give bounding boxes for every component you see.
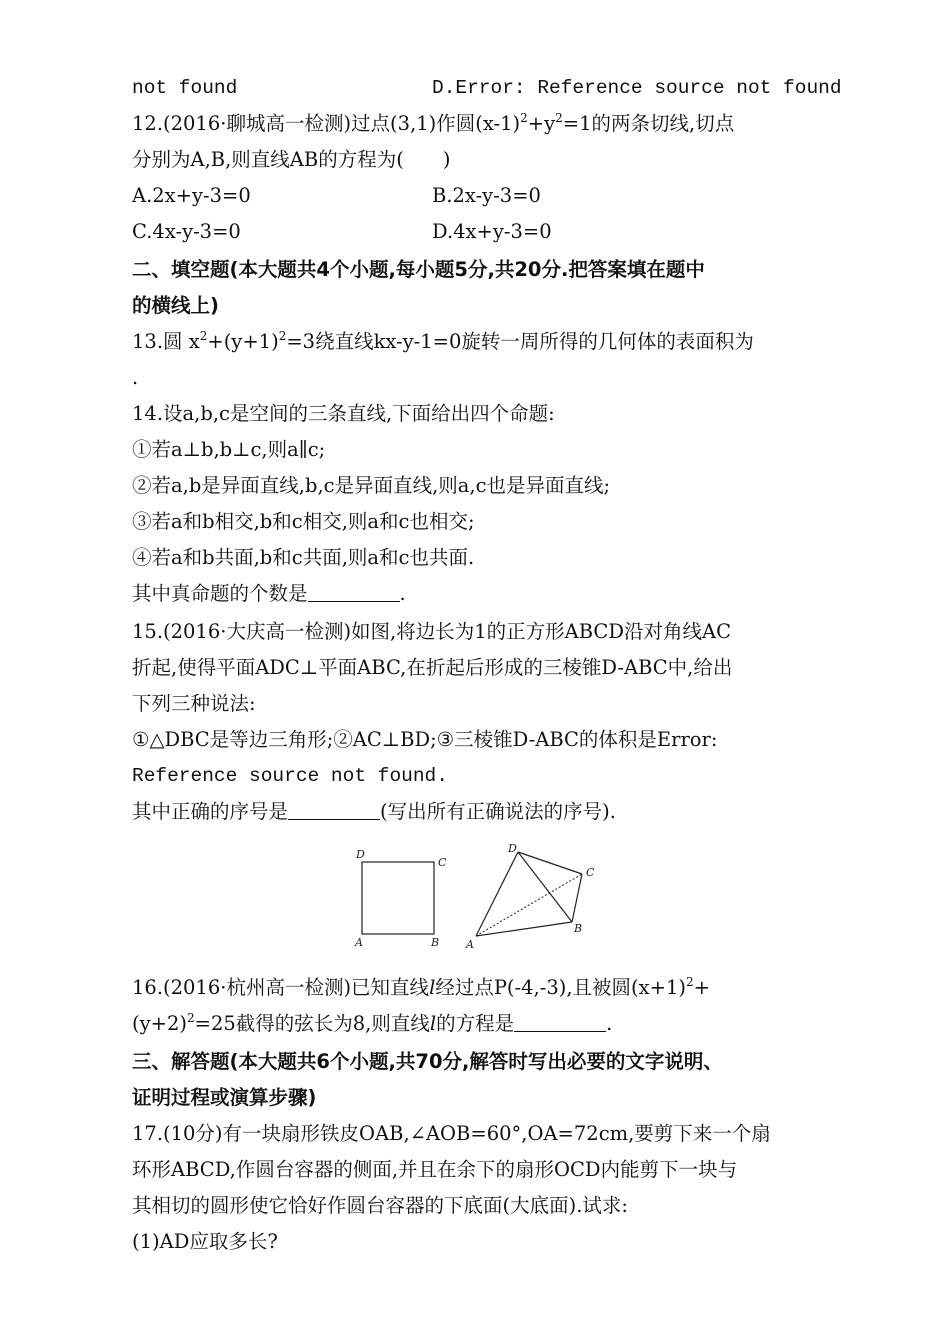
option-b: B.2x-y-3=0 xyxy=(432,184,541,207)
pyramid-label-a: A xyxy=(466,938,474,951)
section-2-heading-line-1: 二、填空题(本大题共4个小题,每小题5分,共20分.把答案填在题中 xyxy=(132,258,705,281)
continued-option-text: not found D.Error: Reference source not found xyxy=(132,74,822,102)
pyramid-label-d: D xyxy=(508,842,517,855)
question-17-line-3: 其相切的圆形使它恰好作圆台容器的下底面(大底面).试求: xyxy=(132,1194,628,1217)
question-17-line-4: (1)AD应取多长? xyxy=(132,1230,278,1253)
question-16-line-2: $(y+2)^2=25$截得的弦长为8,则直线l的方程是 . xyxy=(132,1011,613,1035)
question-15-line-1: 15.(2016·大庆高一检测)如图,将边长为1的正方形ABCD沿对角线AC xyxy=(132,620,731,643)
square-label-a: A xyxy=(355,936,363,949)
question-14-proposition-3: ③若a和b相交,b和c相交,则a和c也相交; xyxy=(132,510,475,533)
question-14-proposition-4: ④若a和b共面,b和c共面,则a和c也共面. xyxy=(132,546,475,569)
pyramid-d-abc xyxy=(476,852,582,936)
option-c: C.4x-y-3=0 xyxy=(132,220,241,243)
section-3-heading-line-2: 证明过程或演算步骤) xyxy=(132,1086,317,1109)
section-2-heading-line-2: 的横线上) xyxy=(132,294,219,317)
square-label-c: C xyxy=(438,856,447,869)
question-17-line-1: 17.(10分)有一块扇形铁皮OAB,∠AOB=60°,OA=72cm,要剪下来一个扇 xyxy=(132,1122,771,1145)
section-3-heading-line-1: 三、解答题(本大题共6个小题,共70分,解答时写出必要的文字说明、 xyxy=(132,1050,723,1073)
question-15-line-3: 下列三种说法: xyxy=(132,692,256,715)
question-14-answer-line: 其中真命题的个数是 . xyxy=(132,582,406,605)
question-14-line-1: 14.设a,b,c是空间的三条直线,下面给出四个命题: xyxy=(132,402,555,425)
question-15-line-4: ①△DBC是等边三角形;②AC⊥BD;③三棱锥D-ABC的体积是Error: xyxy=(132,728,718,751)
option-a: A.2x+y-3=0 xyxy=(132,184,251,207)
question-14-proposition-1: ①若a⊥b,b⊥c,则a∥c; xyxy=(132,438,326,461)
pyramid-label-b: B xyxy=(574,922,583,935)
question-12-line-2: 分别为A,B,则直线AB的方程为( ) xyxy=(132,148,451,171)
pyramid-label-c: C xyxy=(586,866,595,879)
question-13-line-2: . xyxy=(132,366,139,389)
question-15-line-5: Reference source not found. xyxy=(132,765,448,787)
question-12-line-1: 12.(2016·聊城高一检测)过点(3,1)作圆$(x-1)^2+y^2=1$的两条切线,切点 xyxy=(132,111,735,135)
option-d: D.4x+y-3=0 xyxy=(432,220,552,243)
question-15-answer-line: 其中正确的序号是 (写出所有正确说法的序号). xyxy=(132,800,616,823)
question-16-line-1: 16.(2016·杭州高一检测)已知直线l经过点P(-4,-3),且被圆$(x+1)^2+$ xyxy=(132,975,710,999)
option-d-prev: D.Error: Reference source not found xyxy=(432,77,842,99)
question-15-line-2: 折起,使得平面ADC⊥平面ABC,在折起后形成的三棱锥D-ABC中,给出 xyxy=(132,656,733,679)
question-13-line-1: 13.圆 $x^2+(y+1)^2=3$绕直线kx-y-1=0旋转一周所得的几何体的表面积为 xyxy=(132,329,754,353)
square-label-d: D xyxy=(356,848,365,861)
answer-blank xyxy=(514,1011,606,1032)
question-14-proposition-2: ②若a,b是异面直线,b,c是异面直线,则a,c也是异面直线; xyxy=(132,474,611,497)
square-label-b: B xyxy=(431,936,440,949)
question-17-line-2: 环形ABCD,作圆台容器的侧面,并且在余下的扇形OCD内能剪下一块与 xyxy=(132,1158,738,1181)
square-abcd xyxy=(362,862,434,934)
